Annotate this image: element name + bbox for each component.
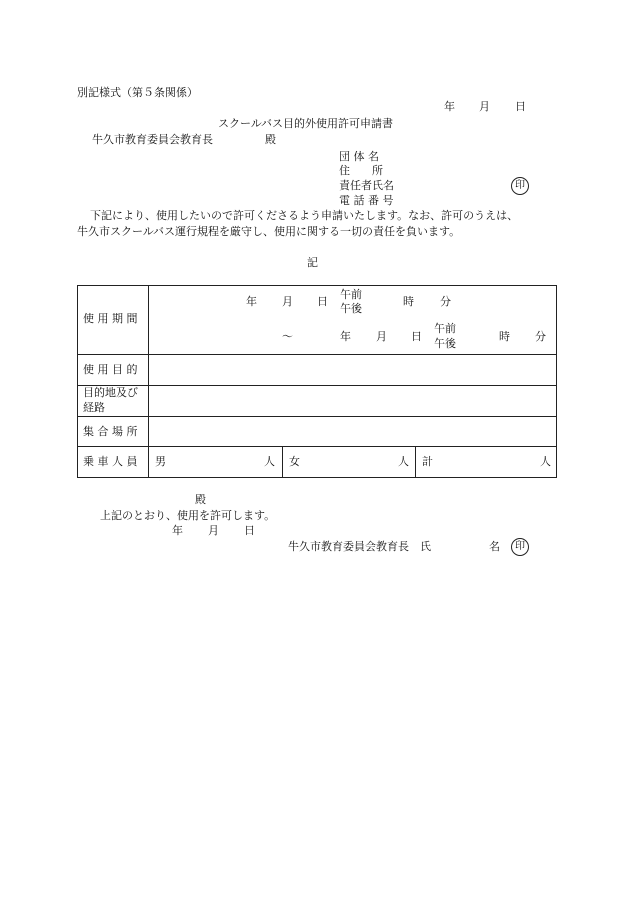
start-hour: 時 [403,295,414,308]
applicant-seal: 印 [511,177,529,195]
total-unit: 人 [540,455,551,468]
addressee: 牛久市教育委員会教育長 [92,133,213,146]
female-unit: 人 [398,455,409,468]
row-divider [78,385,556,386]
approval-month: 月 [208,524,219,537]
riders-label: 乗 車 人 員 [83,455,138,468]
form-number: 別記様式（第５条関係） [77,86,198,99]
riders-divider [282,446,283,477]
end-hour: 時 [499,330,510,343]
approval-statement: 上記のとおり、使用を許可します。 [100,509,276,522]
row-divider [78,354,556,355]
approval-day: 日 [244,524,255,537]
org-name-label: 団 体 名 [339,150,379,163]
issuer-name-suffix: 名 [489,540,500,553]
end-minute: 分 [535,330,546,343]
end-pm: 午後 [434,337,456,350]
label-column-divider [148,286,149,477]
start-minute: 分 [440,295,451,308]
meeting-place-label: 集 合 場 所 [83,425,138,438]
issuer: 牛久市教育委員会教育長 氏 [288,540,431,553]
addressee-honorific: 殿 [265,133,276,146]
date-month: 月 [479,100,490,113]
end-month: 月 [376,330,387,343]
period-tilde: ～ [282,330,293,343]
start-month: 月 [282,295,293,308]
date-year: 年 [444,100,455,113]
phone-label: 電 話 番 号 [339,194,394,207]
ki-heading: 記 [307,256,318,269]
intro-line-2: 牛久市スクールバス運行規程を厳守し、使用に関する一切の責任を負います。 [77,225,461,238]
issuer-seal: 印 [511,538,529,556]
start-am: 午前 [340,288,362,301]
start-day: 日 [317,295,328,308]
route-label: 経路 [83,401,105,414]
male-unit: 人 [264,455,275,468]
responsible-person-label: 責任者氏名 [339,179,394,192]
end-day: 日 [411,330,422,343]
date-day: 日 [515,100,526,113]
approval-honorific: 殿 [195,493,206,506]
start-year: 年 [246,295,257,308]
riders-divider [415,446,416,477]
end-am: 午前 [434,322,456,335]
row-divider [78,416,556,417]
male-label: 男 [155,455,166,468]
end-year: 年 [340,330,351,343]
start-pm: 午後 [340,302,362,315]
period-label: 使 用 期 間 [83,312,138,325]
intro-line-1: 下記により、使用したいので許可くださるよう申請いたします。なお、許可のうえは、 [90,209,519,222]
total-label: 計 [422,455,433,468]
female-label: 女 [289,455,300,468]
approval-year: 年 [172,524,183,537]
destination-label: 目的地及び [83,386,138,399]
page-title: スクールバス目的外使用許可申請書 [218,117,394,130]
details-table [77,285,557,478]
purpose-label: 使 用 目 的 [83,363,138,376]
row-divider [78,446,556,447]
address-label: 住 所 [339,164,383,177]
